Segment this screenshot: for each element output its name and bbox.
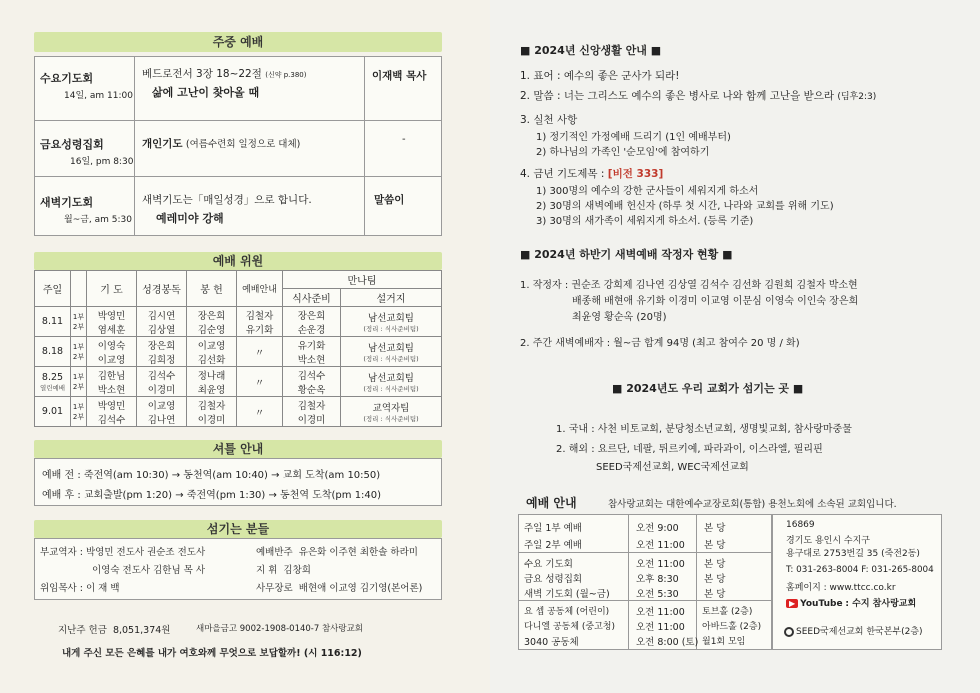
guide-title: 예배 안내 [526, 496, 577, 510]
guide-row-name: 수요 기도회 [524, 559, 573, 570]
servants-associate: 부교역자 : 박영민 전도사 권순조 전도사 [40, 547, 206, 558]
dawn-status-line3: 최윤영 황순옥 (20명) [572, 312, 667, 323]
guide-row-name: 금요 성령집회 [524, 574, 583, 585]
servants-senior-pastor: 위임목사 : 이 재 백 [40, 583, 120, 594]
col-fellowship: 만나팀 [283, 271, 442, 289]
contact-phone: T: 031-263-8004 F: 031-265-8004 [786, 565, 934, 575]
guide-row-place: 본 당 [704, 589, 726, 600]
right-page [490, 0, 980, 693]
guide-row-time: 오전 11:00 [636, 622, 685, 633]
table-row: 9.01 1부 2부 박영민 김석수 이교영 김나연 김철자 이경미 〃 김철자 이경미 교역자팀 (정리 : 식사준비팀) [35, 397, 442, 427]
guide-row-time: 오후 8:30 [636, 574, 679, 585]
dawn-status-line4: 2. 주간 새벽예배자 : 월~금 합계 94명 (최고 참여수 20 명 / 화) [520, 338, 800, 349]
mission-overseas: 2. 해외 : 요르단, 네팔, 튀르키예, 파라과이, 이스라엘, 필리핀 [556, 444, 823, 455]
life-verse: 2. 말씀 : 너는 그리스도 예수의 좋은 병사로 나와 함께 고난을 받으라 (딤후2:3) [520, 90, 877, 102]
col-reading: 성경봉독 [137, 271, 187, 307]
table-row: 8.11 1부 2부 박영민 염세훈 김시연 김상열 장은희 김순영 김철자 유기화 장은희 손운경 남선교회팀 (정리 : 식사준비팀) [35, 307, 442, 337]
contact-addr1: 경기도 용인시 수지구 [786, 536, 870, 546]
guide-row-name: 요 셉 공동체 (어린이) [524, 607, 610, 617]
guide-row-time: 오전 5:30 [636, 589, 679, 600]
col-guide: 예배안내 [237, 271, 283, 307]
wed-service-time: 14일, am 11:00 [64, 91, 133, 101]
mission-overseas-2: SEED국제선교회, WEC국제선교회 [596, 462, 749, 473]
duty-header: 예배 위원 [34, 252, 442, 270]
guide-row-name: 다니엘 공동체 (중고청) [524, 622, 615, 632]
guide-row-name: 주일 2부 예배 [524, 540, 582, 551]
fri-preacher: - [402, 134, 406, 145]
life-prayer-2: 2) 30명의 새벽예배 헌신자 (하루 첫 시간, 나라와 교회를 위해 기도) [536, 201, 834, 212]
dawn-status-line2: 배종해 배현애 유기화 이경미 이교영 이문심 이영숙 이인숙 장은희 [572, 296, 859, 307]
closing-verse: 내게 주신 모든 은혜를 내가 여호와께 무엇으로 보답할까! (시 116:12) [62, 648, 362, 659]
life-prayer-3: 3) 30명의 새가족이 세워지게 하소서. (등록 기준) [536, 216, 754, 227]
dawn-content: 새벽기도는「매일성경」으로 합니다. [142, 194, 312, 206]
wed-preacher: 이재백 목사 [372, 70, 427, 82]
wed-sermon-title: 삶에 고난이 찾아올 때 [152, 86, 260, 99]
guide-row-place: 본 당 [704, 523, 726, 534]
guide-row-place: 토브홀 (2층) [702, 607, 753, 617]
servants-conductor: 지 휘 김창희 [256, 565, 311, 576]
guide-row-name: 주일 1부 예배 [524, 523, 582, 534]
guide-row-time: 오전 9:00 [636, 523, 679, 534]
contact-web[interactable]: 홈페이지 : www.ttcc.co.kr [786, 583, 896, 593]
servants-elders: 사무장로 배현애 이교영 김기영(본어론) [256, 583, 423, 594]
life-guide-title: ■ 2024년 신앙생활 안내 ■ [520, 44, 662, 57]
life-motto: 1. 표어 : 예수의 좋은 군사가 되라! [520, 70, 680, 82]
weekly-worship-header: 주중 예배 [34, 32, 442, 52]
contact-seed: SEED국제선교회 한국본부(2층) [784, 624, 923, 637]
seed-logo-icon [784, 627, 794, 637]
dawn-preacher: 말씀이 [374, 194, 405, 206]
servants-associate-2: 이영숙 전도사 김한님 목 사 [92, 565, 206, 576]
life-practice: 3. 실천 사항 [520, 114, 578, 126]
fri-service-name: 금요성령집회 [40, 138, 104, 151]
servants-accompanist: 예배반주 유은화 이주현 최한솔 하라미 [256, 547, 418, 558]
col-offering: 봉 헌 [187, 271, 237, 307]
life-practice-2: 2) 하나님의 가족인 '순모임'에 참여하기 [536, 147, 710, 158]
shuttle-header: 셔틀 안내 [34, 440, 442, 458]
wed-service-name: 수요기도회 [40, 72, 94, 85]
table-row: 8.25 열린예배 1부 2부 김한님 박소현 김석수 이경미 정나래 최윤영 〃 김석수 황순옥 남선교회팀 (정리 : 식사준비팀) [35, 367, 442, 397]
mission-title: ■ 2024년도 우리 교회가 섬기는 곳 ■ [612, 382, 804, 395]
mission-domestic: 1. 국내 : 사천 비토교회, 분당청소년교회, 생명빛교회, 참사랑마중물 [556, 424, 852, 435]
table-row: 8.18 1부 2부 이영숙 이교영 장은희 김희정 이교영 김선화 〃 유기화 박소현 남선교회팀 (정리 : 식사준비팀) [35, 337, 442, 367]
shuttle-before: 예배 전 : 죽전역(am 10:30) → 동천역(am 10:40) → 교회 도착(am 10:50) [42, 470, 381, 481]
bank-account: 새마을금고 9002-1908-0140-7 참사랑교회 [196, 624, 364, 634]
contact-youtube[interactable]: ▶ YouTube : 수지 참사랑교회 [786, 596, 916, 609]
life-prayer-title: 4. 금년 기도제목 : [비전 333] [520, 168, 664, 180]
col-date: 주일 [35, 271, 71, 307]
guide-row-name: 3040 공동체 [524, 637, 579, 648]
contact-addr2: 용구대로 2753번길 35 (죽전2동) [786, 549, 920, 559]
duty-table [34, 270, 442, 427]
guide-row-time: 오전 8:00 (토) [636, 637, 699, 648]
guide-row-place: 본 당 [704, 559, 726, 570]
dawn-sermon: 예레미야 강해 [156, 212, 224, 225]
guide-row-place: 본 당 [704, 574, 726, 585]
guide-note: 참사랑교회는 대한예수교장로회(통합) 용천노회에 소속된 교회입니다. [608, 499, 897, 510]
dawn-service-name: 새벽기도회 [40, 196, 94, 209]
col-prayer: 기 도 [87, 271, 137, 307]
fri-content: 개인기도 (여름수련회 일정으로 대체) [142, 138, 301, 150]
offering-total: 지난주 헌금 8,051,374원 [58, 625, 171, 636]
guide-row-place: 아바드홀 (2층) [702, 622, 762, 632]
fri-service-time: 16일, pm 8:30 [70, 157, 134, 167]
guide-row-name: 새벽 기도회 (월~금) [524, 589, 610, 600]
guide-row-time: 오전 11:00 [636, 540, 685, 551]
wed-scripture: 베드로전서 3장 18~22절 (신약 p.380) [142, 68, 307, 80]
guide-row-time: 오전 11:00 [636, 559, 685, 570]
col-cleanup: 설거지 [341, 289, 442, 307]
guide-row-place: 월1회 모임 [702, 637, 746, 647]
dawn-status-line1: 1. 작정자 : 권순조 강희제 김나연 김상열 김석수 김선화 김원희 김철자 박소현 [520, 280, 858, 291]
col-prep: 식사준비 [283, 289, 341, 307]
contact-zip: 16869 [786, 520, 815, 530]
guide-row-place: 본 당 [704, 540, 726, 551]
dawn-status-title: ■ 2024년 하반기 새벽예배 작정자 현황 ■ [520, 248, 733, 261]
dawn-service-time: 월~금, am 5:30 [64, 215, 133, 225]
servants-header: 섬기는 분들 [34, 520, 442, 538]
life-practice-1: 1) 정기적인 가정예배 드리기 (1인 예배부터) [536, 132, 731, 143]
life-prayer-1: 1) 300명의 예수의 강한 군사들이 세워지게 하소서 [536, 186, 759, 197]
youtube-icon: ▶ [786, 599, 798, 608]
shuttle-after: 예배 후 : 교회출발(pm 1:20) → 죽전역(pm 1:30) → 동천역 도착(pm 1:40) [42, 490, 382, 501]
guide-row-time: 오전 11:00 [636, 607, 685, 618]
